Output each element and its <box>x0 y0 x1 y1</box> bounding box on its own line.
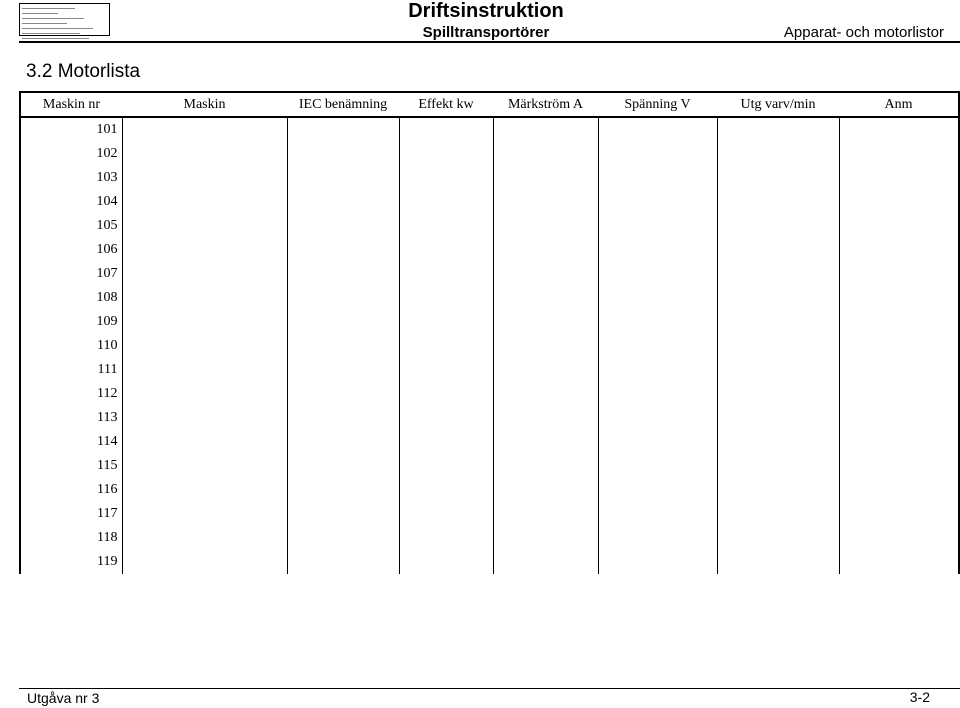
machine-number-cell: 116 <box>20 478 122 502</box>
empty-cell <box>598 358 717 382</box>
empty-cell <box>122 358 287 382</box>
empty-cell <box>717 214 839 238</box>
machine-number-cell: 103 <box>20 166 122 190</box>
column-header: IEC benämning <box>287 92 399 117</box>
empty-cell <box>717 406 839 430</box>
table-row <box>20 166 959 190</box>
empty-cell <box>493 358 598 382</box>
machine-number-cell: 114 <box>20 430 122 454</box>
footer-rule <box>19 688 960 689</box>
empty-cell <box>122 430 287 454</box>
empty-cell <box>493 166 598 190</box>
empty-cell <box>839 262 959 286</box>
table-row <box>20 430 959 454</box>
table-row <box>20 214 959 238</box>
empty-cell <box>839 358 959 382</box>
empty-cell <box>122 262 287 286</box>
machine-number-cell: 118 <box>20 526 122 550</box>
empty-cell <box>287 238 399 262</box>
empty-cell <box>399 550 493 574</box>
empty-cell <box>598 334 717 358</box>
machine-number-cell: 110 <box>20 334 122 358</box>
page-number: 3-2 <box>909 689 930 705</box>
empty-cell <box>122 454 287 478</box>
machine-number-cell: 107 <box>20 262 122 286</box>
empty-cell <box>287 214 399 238</box>
empty-cell <box>839 142 959 166</box>
machine-number-cell: 112 <box>20 382 122 406</box>
empty-cell <box>839 214 959 238</box>
column-header: Anm <box>839 92 959 117</box>
empty-cell <box>598 478 717 502</box>
empty-cell <box>717 142 839 166</box>
empty-cell <box>493 117 598 142</box>
empty-cell <box>399 310 493 334</box>
empty-cell <box>287 310 399 334</box>
empty-cell <box>717 502 839 526</box>
empty-cell <box>287 550 399 574</box>
empty-cell <box>839 478 959 502</box>
empty-cell <box>493 382 598 406</box>
empty-cell <box>399 502 493 526</box>
empty-cell <box>399 478 493 502</box>
empty-cell <box>493 190 598 214</box>
empty-cell <box>122 382 287 406</box>
empty-cell <box>493 238 598 262</box>
section-heading: 3.2 Motorlista <box>26 61 141 82</box>
machine-number-cell: 119 <box>20 550 122 574</box>
machine-number-cell: 102 <box>20 142 122 166</box>
section-name: Apparat- och motorlistor <box>783 24 944 41</box>
empty-cell <box>287 142 399 166</box>
empty-cell <box>122 214 287 238</box>
empty-cell <box>717 117 839 142</box>
empty-cell <box>598 310 717 334</box>
empty-cell <box>287 406 399 430</box>
column-header: Maskin nr <box>20 92 122 117</box>
column-header: Spänning V <box>598 92 717 117</box>
empty-cell <box>598 382 717 406</box>
machine-number-cell: 113 <box>20 406 122 430</box>
empty-cell <box>399 214 493 238</box>
machine-number-cell: 108 <box>20 286 122 310</box>
empty-cell <box>399 190 493 214</box>
empty-cell <box>122 502 287 526</box>
empty-cell <box>598 238 717 262</box>
empty-cell <box>839 286 959 310</box>
column-header: Märkström A <box>493 92 598 117</box>
empty-cell <box>493 142 598 166</box>
machine-number-cell: 106 <box>20 238 122 262</box>
table-row <box>20 142 959 166</box>
table-header-row <box>20 92 959 117</box>
empty-cell <box>717 478 839 502</box>
empty-cell <box>399 406 493 430</box>
empty-cell <box>399 142 493 166</box>
empty-cell <box>493 430 598 454</box>
empty-cell <box>493 214 598 238</box>
empty-cell <box>598 190 717 214</box>
empty-cell <box>839 238 959 262</box>
empty-cell <box>598 166 717 190</box>
machine-number-cell: 105 <box>20 214 122 238</box>
empty-cell <box>287 117 399 142</box>
document-subtitle: Spilltransportörer <box>422 24 550 41</box>
empty-cell <box>598 286 717 310</box>
empty-cell <box>122 286 287 310</box>
empty-cell <box>717 382 839 406</box>
empty-cell <box>287 190 399 214</box>
empty-cell <box>598 526 717 550</box>
empty-cell <box>287 334 399 358</box>
empty-cell <box>122 478 287 502</box>
empty-cell <box>598 406 717 430</box>
empty-cell <box>717 430 839 454</box>
empty-cell <box>399 526 493 550</box>
edition-label: Utgåva nr 3 <box>27 690 100 706</box>
empty-cell <box>717 550 839 574</box>
empty-cell <box>122 117 287 142</box>
empty-cell <box>493 550 598 574</box>
empty-cell <box>598 214 717 238</box>
empty-cell <box>287 502 399 526</box>
empty-cell <box>598 430 717 454</box>
empty-cell <box>399 166 493 190</box>
empty-cell <box>717 190 839 214</box>
empty-cell <box>717 286 839 310</box>
table-row <box>20 262 959 286</box>
empty-cell <box>287 166 399 190</box>
empty-cell <box>839 502 959 526</box>
empty-cell <box>399 286 493 310</box>
machine-number-cell: 115 <box>20 454 122 478</box>
table-row <box>20 502 959 526</box>
empty-cell <box>493 502 598 526</box>
table-row <box>20 550 959 574</box>
empty-cell <box>399 262 493 286</box>
table-row <box>20 526 959 550</box>
empty-cell <box>493 334 598 358</box>
table-row <box>20 238 959 262</box>
empty-cell <box>839 550 959 574</box>
table-row <box>20 454 959 478</box>
empty-cell <box>717 358 839 382</box>
empty-cell <box>122 526 287 550</box>
empty-cell <box>598 454 717 478</box>
empty-cell <box>598 117 717 142</box>
empty-cell <box>598 502 717 526</box>
empty-cell <box>493 478 598 502</box>
empty-cell <box>839 430 959 454</box>
machine-number-cell: 111 <box>20 358 122 382</box>
empty-cell <box>122 334 287 358</box>
empty-cell <box>399 454 493 478</box>
table-row <box>20 310 959 334</box>
empty-cell <box>122 310 287 334</box>
empty-cell <box>839 117 959 142</box>
table-row <box>20 406 959 430</box>
empty-cell <box>839 166 959 190</box>
empty-cell <box>287 526 399 550</box>
table-row <box>20 382 959 406</box>
empty-cell <box>287 358 399 382</box>
empty-cell <box>287 382 399 406</box>
empty-cell <box>598 262 717 286</box>
empty-cell <box>493 406 598 430</box>
table-row <box>20 117 959 142</box>
machine-number-cell: 104 <box>20 190 122 214</box>
empty-cell <box>717 526 839 550</box>
empty-cell <box>839 310 959 334</box>
table-row <box>20 286 959 310</box>
empty-cell <box>839 334 959 358</box>
empty-cell <box>839 382 959 406</box>
empty-cell <box>399 334 493 358</box>
column-header: Utg varv/min <box>717 92 839 117</box>
empty-cell <box>287 478 399 502</box>
empty-cell <box>717 310 839 334</box>
motor-list-table <box>19 91 960 574</box>
header-rule <box>19 41 960 43</box>
empty-cell <box>122 406 287 430</box>
empty-cell <box>493 526 598 550</box>
empty-cell <box>399 430 493 454</box>
empty-cell <box>717 262 839 286</box>
empty-cell <box>399 382 493 406</box>
empty-cell <box>399 238 493 262</box>
empty-cell <box>493 286 598 310</box>
empty-cell <box>287 262 399 286</box>
empty-cell <box>122 166 287 190</box>
empty-cell <box>493 262 598 286</box>
empty-cell <box>717 166 839 190</box>
empty-cell <box>287 286 399 310</box>
column-header: Effekt kw <box>399 92 493 117</box>
empty-cell <box>122 142 287 166</box>
empty-cell <box>493 310 598 334</box>
empty-cell <box>122 238 287 262</box>
empty-cell <box>839 526 959 550</box>
table-row <box>20 190 959 214</box>
empty-cell <box>717 238 839 262</box>
empty-cell <box>839 454 959 478</box>
table-row <box>20 478 959 502</box>
empty-cell <box>287 454 399 478</box>
machine-number-cell: 109 <box>20 310 122 334</box>
machine-number-cell: 101 <box>20 117 122 142</box>
empty-cell <box>122 190 287 214</box>
empty-cell <box>839 406 959 430</box>
column-header: Maskin <box>122 92 287 117</box>
empty-cell <box>122 550 287 574</box>
empty-cell <box>717 454 839 478</box>
empty-cell <box>493 454 598 478</box>
empty-cell <box>839 190 959 214</box>
empty-cell <box>399 358 493 382</box>
document-title: Driftsinstruktion <box>408 0 564 22</box>
empty-cell <box>399 117 493 142</box>
machine-number-cell: 117 <box>20 502 122 526</box>
empty-cell <box>717 334 839 358</box>
empty-cell <box>287 430 399 454</box>
empty-cell <box>598 550 717 574</box>
table-row <box>20 334 959 358</box>
table-row <box>20 358 959 382</box>
empty-cell <box>598 142 717 166</box>
